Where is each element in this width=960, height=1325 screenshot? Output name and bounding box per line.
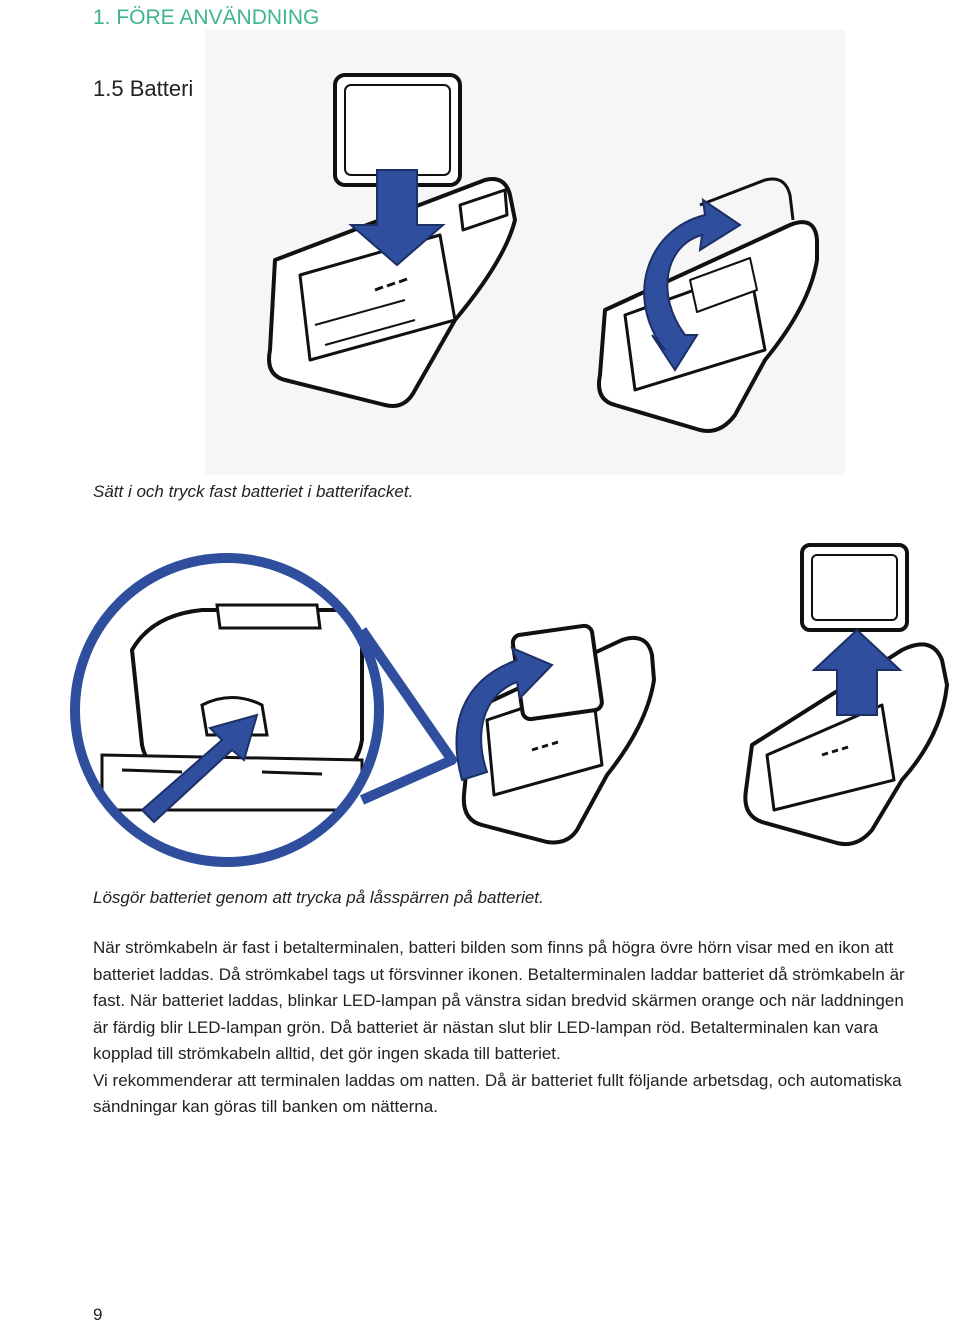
body-paragraph-recommendation: Vi rekommenderar att terminalen laddas om natten. Då är batteriet fullt följande arbetsdag, och automatiska sändningar kan göras till banken om nätterna. <box>93 1070 902 1116</box>
figure1-caption: Sätt i och tryck fast batteriet i batterifacket. <box>93 482 414 501</box>
section-title: 1.5 Batteri <box>93 76 194 101</box>
magnifier-circle <box>75 558 452 862</box>
figure2-caption: Lösgör batteriet genom att trycka på låsspärren på batteriet. <box>93 888 544 907</box>
chapter-title: 1. FÖRE ANVÄNDNING <box>93 6 320 29</box>
insert-battery-illustration <box>205 30 845 475</box>
body-paragraph-charging: När strömkabeln är fast i betalterminalen, batteri bilden som finns på högra övre hörn visar med en ikon att batteriet laddas. Då strömkabel tags ut försvinner ikonen. Betalterminalen laddar batteriet då strömkabeln är fast. När batteriet laddas, blinkar LED-lampan på vänstra sidan bredvid skärmen orange och när laddningen är färdig blir LED-lampan grön. Då batteriet är nästan slut blir LED-lampan röd. Betalterminalen kan vara kopplad till strömkabeln alltid, det gör ingen skada till batteriet. <box>93 938 905 1063</box>
figure-insert-battery <box>205 30 845 475</box>
figure-release-battery <box>62 510 960 870</box>
body-text <box>93 935 923 1121</box>
battery-left <box>335 75 460 185</box>
terminal-middle <box>464 625 654 843</box>
page-number: 9 <box>93 1305 103 1324</box>
release-battery-illustration <box>62 510 960 870</box>
